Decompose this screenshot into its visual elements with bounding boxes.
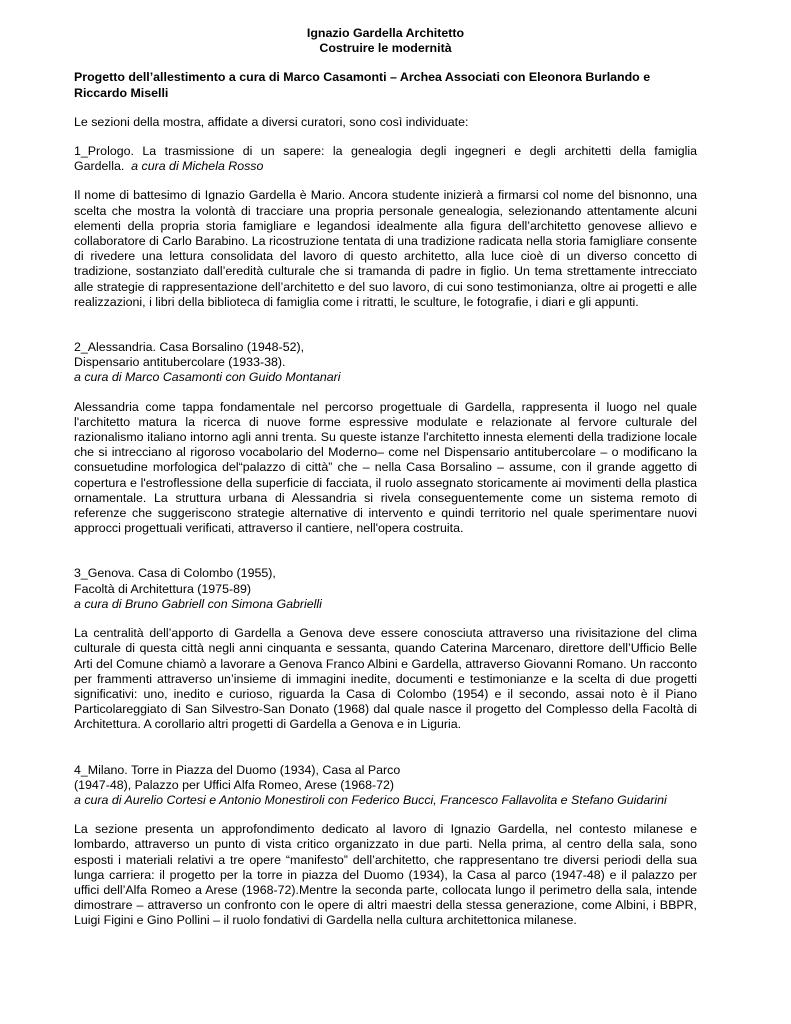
- section-curator: a cura di Aurelio Cortesi e Antonio Monestiroli con Federico Bucci, Francesco Fallavolita e Stefano Guidarini: [74, 792, 667, 807]
- section-genova: [74, 566, 697, 612]
- section-body: Alessandria come tappa fondamentale nel percorso progettuale di Gardella, rappresenta il luogo nel quale l'architetto matura la ricerca di nuove forme espressive modulate e relazionate al fervore culturale del razionalismo italiano intorno agli anni trenta. Su queste istanze l'architetto innesta elementi della tradizione locale che si intrecciano al rigoroso vocabolario del Moderno– come nel Dispensario antitubercolare – o modificano la consuetudine morfologica del“palazzo di città” che – nella Casa Borsalino – assume, con il grande aggetto di copertura e l'estroflessione della superficie di facciata, il ruolo assegnato storicamente ai movimenti della plastica ornamentale. La struttura urbana di Alessandria si rivela conseguentemente come un sistema remoto di referenze che suggeriscono strategie alternative di intervento e quindi territorio nel quale sperimentare nuovi approcci progettuali verificati, attraverso il cantiere, nell'opera costruita.: [74, 399, 697, 536]
- project-credits: Progetto dell’allestimento a cura di Marco Casamonti – Archea Associati con Eleonora Burlando e Riccardo Miselli: [74, 70, 651, 100]
- section-heading-line2: (1947-48), Palazzo per Uffici Alfa Romeo, Arese (1968-72): [74, 777, 395, 792]
- section-heading-line1: 1_Prologo. La trasmissione di un sapere: la genealogia degli ingegneri e degli architetti della famiglia: [74, 144, 697, 159]
- section-body: Il nome di battesimo di Ignazio Gardella è Mario. Ancora studente inizierà a firmarsi col nome del bisnonno, una scelta che mostra la volontà di tracciare una propria personale genealogia, selezionando attentamente alcuni elementi della propria storia famigliare e legandosi idealmente alla figura dell’architetto genovese allievo e collaboratore di Carlo Barabino. La ricostruzione tentata di una tradizione radicata nella storia famigliare consente di rivedere una lettura consolidata del lavoro di questo architetto, alla luce cioè di un diverso concetto di tradizione, sostanziato dall’eredità culturale che si tramanda di padre in figlio. Un tema strettamente intrecciato alle strategie di rappresentazione dell’architetto e del suo lavoro, di cui sono testimonianza, oltre ai progetti e alle realizzazioni, i libri della biblioteca di famiglia come i ritratti, le sculture, le fotografie, i diari e gli appunti.: [74, 188, 697, 309]
- document-page: [74, 26, 697, 929]
- section-heading-line2: Facoltà di Architettura (1975-89): [74, 581, 252, 596]
- section-heading-line2: Dispensario antitubercolare (1933-38).: [74, 355, 286, 370]
- section-curator: a cura di Michela Rosso: [131, 159, 264, 174]
- section-heading-tail: Gardella.: [74, 159, 125, 174]
- section-heading-line2: [74, 159, 697, 174]
- section-alessandria: [74, 340, 697, 386]
- document-title-line1: Ignazio Gardella Architetto: [306, 26, 465, 40]
- section-heading-line1: 3_Genova. Casa di Colombo (1955),: [74, 566, 276, 581]
- section-milano: [74, 763, 697, 809]
- document-title-line2: Costruire le modernità: [319, 41, 452, 56]
- section-curator: a cura di Marco Casamonti con Guido Montanari: [74, 370, 341, 385]
- section-body: La sezione presenta un approfondimento dedicato al lavoro di Ignazio Gardella, nel contesto milanese e lombardo, attraverso un punto di vista critico organizzato in due parti. Nella prima, al centro della sala, sono esposti i materiali relativi a tre opere “manifesto” dell’architetto, che rappresentano tre diversi periodi della sua lunga carriera: il progetto per la torre in piazza del Duomo (1934), la Casa al parco (1947-48) e il palazzo per uffici dell’Alfa Romeo a Arese (1968-72).Mentre la seconda parte, collocata lungo il perimetro della sala, intende dimostrare – attraverso un confronto con le opere di altri maestri della stessa generazione, come Albini, i BBPR, Luigi Figini e Gino Pollini – il ruolo fondativi di Gardella nella cultura architettonica milanese.: [74, 822, 697, 928]
- section-heading-line1: 4_Milano. Torre in Piazza del Duomo (1934), Casa al Parco: [74, 762, 401, 777]
- section-curator: a cura di Bruno Gabriell con Simona Gabrielli: [74, 596, 322, 611]
- section-prologo: [74, 144, 697, 174]
- section-body: La centralità dell’apporto di Gardella a Genova deve essere conosciuta attraverso una rivisitazione del clima culturale di questa città negli anni cinquanta e sessanta, quando Caterina Marcenaro, direttore dell’Ufficio Belle Arti del Comune chiamò a lavorare a Genova Franco Albini e Gardella, attraverso Giovanni Romano. Un racconto per frammenti attraverso un’insieme di immagini inedite, documenti e testimonianze e la scelta di due progetti significativi: uno, inedito e curioso, riguarda la Casa di Colombo (1954) e il secondo, assai noto è il Piano Particolareggiato di San Silvestro-San Donato (1968) dal quale nasce il progetto del Complesso della Facoltà di Architettura. A corollario altri progetti di Gardella a Genova e in Liguria.: [74, 626, 697, 732]
- intro-paragraph: Le sezioni della mostra, affidate a diversi curatori, sono così individuate:: [74, 114, 469, 129]
- section-heading-line1: 2_Alessandria. Casa Borsalino (1948-52),: [74, 340, 305, 355]
